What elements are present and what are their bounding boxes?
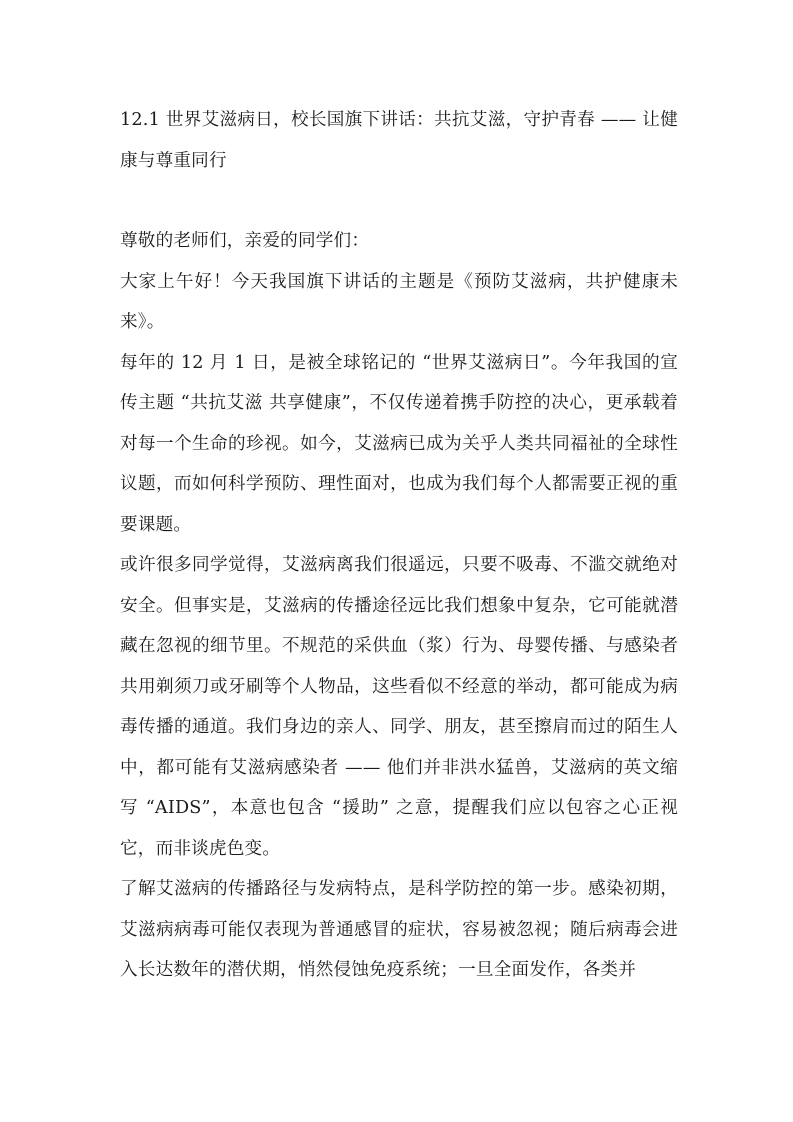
paragraph-2: 每年的 12 月 1 日，是被全球铭记的 “世界艾滋病日”。今年我国的宣传主题 “共抗艾滋 共享健康”，不仅传递着携手防控的决心，更承载着对每一个生命的珍视。如今，艾滋病已成为关乎人类共同福祉的全球性议题，而如何科学预防、理性面对，也成为我们每个人都需要正视的重要课题。 (120, 352, 678, 535)
greeting: 尊敬的老师们，亲爱的同学们： (120, 231, 370, 251)
paragraph-3: 或许很多同学觉得，艾滋病离我们很遥远，只要不吸毒、不滥交就绝对安全。但事实是，艾滋病的传播途径远比我们想象中复杂，它可能就潜藏在忽视的细节里。不规范的采供血（浆）行为、母婴传播、与感染者共用剃须刀或牙刷等个人物品，这些看似不经意的举动，都可能成为病毒传播的通道。我们身边的亲人、同学、朋友，甚至擦肩而过的陌生人中，都可能有艾滋病感染者 —— 他们并非洪水猛兽，艾滋病的英文缩写 “AIDS”，本意也包含 “援助” 之意，提醒我们应以包容之心正视它，而非谈虎色变。 (120, 555, 678, 859)
document-title: 12.1 世界艾滋病日，校长国旗下讲话：共抗艾滋，守护青春 —— 让健康与尊重同行 (120, 110, 678, 171)
document-page (120, 100, 678, 991)
paragraph-4: 了解艾滋病的传播路径与发病特点，是科学防控的第一步。感染初期，艾滋病病毒可能仅表现为普通感冒的症状，容易被忽视；随后病毒会进入长达数年的潜伏期，悄然侵蚀免疫系统；一旦全面发作，各类并 (120, 879, 678, 980)
paragraph-1: 大家上午好！今天我国旗下讲话的主题是《预防艾滋病，共护健康未来》。 (120, 271, 678, 332)
